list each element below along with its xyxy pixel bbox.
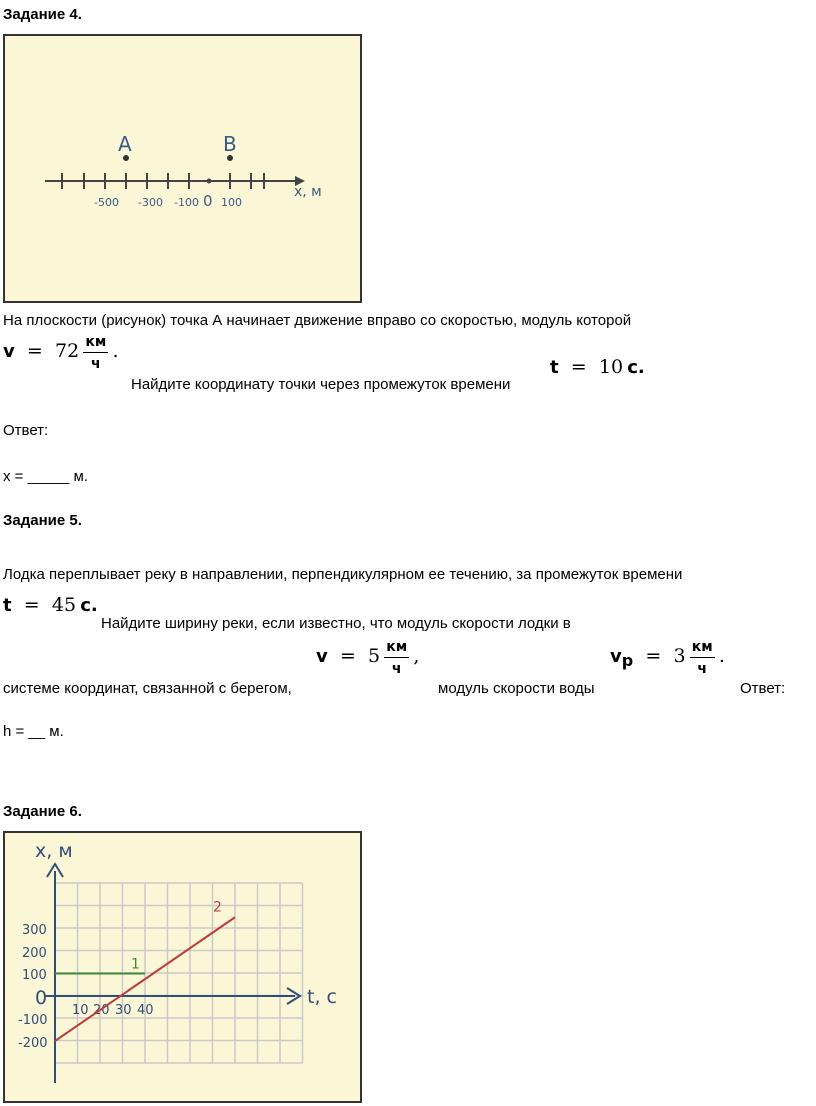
unit-numerator: км [83, 335, 108, 353]
speed-var: v [3, 340, 15, 362]
task4-text-2: Найдите координату точки через промежуток времени [131, 376, 511, 393]
graph-figure [3, 831, 362, 1103]
time-eq: = [23, 594, 40, 616]
unit-denominator: ч [91, 356, 101, 372]
boat-speed-formula [316, 640, 419, 676]
speed-end: . [112, 339, 119, 362]
task5-text-2: Найдите ширину реки, если известно, что модуль скорости лодки в [101, 615, 571, 632]
task5-time-formula [3, 594, 98, 616]
task4-time-formula [550, 356, 645, 378]
task5-text-4: модуль скорости воды [438, 680, 595, 697]
task5-text-1: Лодка переплывает реку в направлении, перпендикулярном ее течению, за промежуток времени [3, 566, 683, 583]
unit-denominator: ч [697, 661, 707, 677]
task4-heading: Задание 4. [3, 6, 82, 23]
y-tick-label: -200 [18, 1036, 48, 1051]
speed-subscript: р [621, 650, 634, 670]
speed-eq: = [645, 644, 662, 667]
tick-label: 0 [203, 192, 213, 210]
y-tick-label: -100 [18, 1013, 48, 1028]
number-line-svg [5, 36, 360, 301]
y-tick-label: 300 [22, 923, 47, 938]
speed-unit [83, 335, 108, 371]
unit-denominator: ч [391, 661, 402, 677]
task4-answer-line: x = _____ м. [3, 468, 88, 485]
speed-var: v [610, 645, 622, 667]
speed-unit [690, 640, 715, 676]
unit-numerator: км [384, 640, 409, 658]
y-tick-label: 100 [22, 968, 47, 983]
time-value: 45 [51, 594, 77, 616]
time-unit: с. [80, 595, 98, 616]
y-tick-label: 200 [22, 946, 47, 961]
time-var: t [550, 357, 559, 378]
time-unit: с. [627, 357, 645, 378]
speed-end: , [413, 644, 420, 667]
x-tick-label: 20 [93, 1003, 110, 1018]
axis-label: x, м [294, 184, 322, 200]
origin-dot [207, 179, 212, 184]
task5-answer-line: h = __ м. [3, 723, 64, 740]
x-tick-label: 30 [115, 1003, 132, 1018]
tick-label: -500 [94, 196, 119, 209]
task5-text-3: системе координат, связанной с берегом, [3, 680, 292, 697]
task4-speed-formula [3, 335, 119, 371]
speed-end: . [718, 644, 725, 667]
speed-eq: = [26, 339, 43, 362]
task6-heading: Задание 6. [3, 803, 82, 820]
x-tick-label: 40 [137, 1003, 154, 1018]
task5-heading: Задание 5. [3, 512, 82, 529]
water-speed-formula [610, 640, 725, 676]
x-tick-label: 10 [72, 1003, 89, 1018]
time-value: 10 [598, 356, 624, 378]
time-eq: = [570, 356, 587, 378]
speed-value: 72 [55, 339, 80, 362]
task5-answer-label: Ответ: [740, 680, 786, 697]
speed-eq: = [339, 644, 356, 667]
task4-answer-label: Ответ: [3, 422, 49, 439]
unit-numerator: км [690, 640, 715, 658]
tick-label: -300 [138, 196, 163, 209]
point-a-label: A [118, 132, 132, 156]
speed-var: v [316, 645, 328, 667]
tick-label: 100 [221, 196, 242, 209]
time-var: t [3, 595, 12, 616]
series-label-1: 1 [131, 956, 140, 973]
tick-label: -100 [174, 196, 199, 209]
speed-unit [384, 640, 409, 676]
task4-text-1: На плоскости (рисунок) точка А начинает движение вправо со скоростью, модуль которой [3, 312, 632, 329]
point-b-label: B [223, 132, 237, 156]
speed-value: 5 [368, 644, 381, 667]
number-line-figure [3, 34, 362, 303]
y-axis-label: x, м [35, 840, 73, 862]
series-label-2: 2 [213, 899, 222, 916]
y-tick-label: 0 [35, 987, 48, 1009]
position-time-chart [5, 833, 360, 1101]
x-axis-label: t, с [307, 986, 337, 1008]
speed-value: 3 [673, 644, 686, 667]
